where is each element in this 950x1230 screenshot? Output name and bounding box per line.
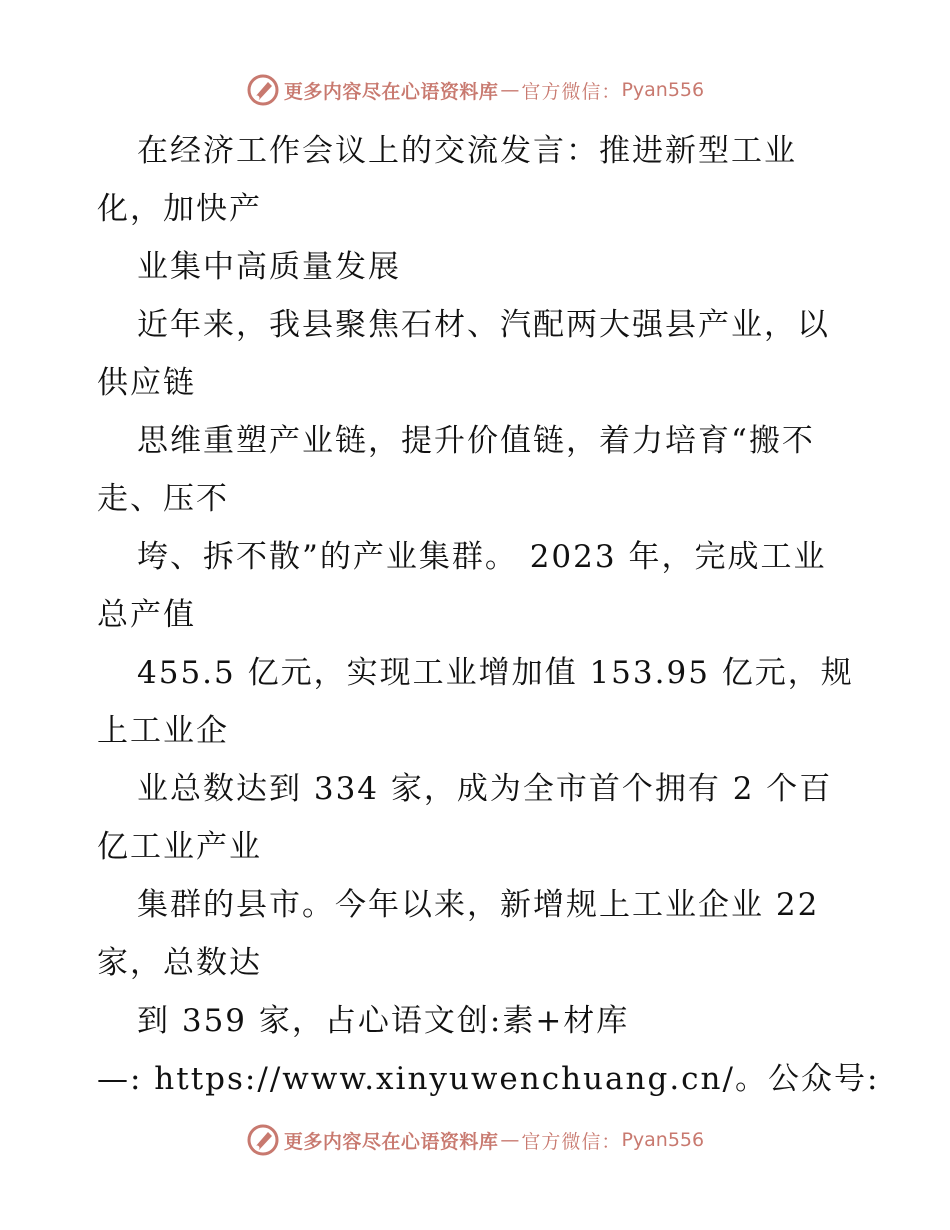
text-line: 业总数达到 334 家，成为全市首个拥有 2 个百: [137, 771, 833, 807]
text-line: 供应链: [97, 365, 196, 401]
text-line: 在经济工作会议上的交流发言：推进新型工业: [137, 133, 797, 169]
text-line: 到 359 家，占心语文创:素+材库: [137, 1003, 630, 1039]
text-line: 近年来，我县聚焦石材、汽配两大强县产业，以: [137, 307, 830, 343]
text-line: 上工业企: [97, 713, 229, 749]
pen-seal-icon: [246, 1123, 280, 1157]
text-line: 家，总数达: [97, 945, 262, 981]
text-line: 总产值: [97, 597, 196, 633]
watermark-dash: —: [500, 79, 520, 101]
watermark-id: Pyan556: [621, 1129, 705, 1151]
watermark-brand: 官方微信：: [521, 1130, 622, 1153]
text-line: 思维重塑产业链，提升价值链，着力培育“搬不: [137, 423, 815, 459]
watermark-dash: —: [500, 1129, 520, 1151]
text-line: 455.5 亿元，实现工业增加值 153.95 亿元，规: [137, 655, 854, 691]
text-line: 业集中高质量发展: [137, 249, 401, 285]
watermark-text: 更多内容尽在心语资料库: [283, 1130, 499, 1153]
watermark-text: 更多内容尽在心语资料库: [283, 80, 499, 103]
watermark-id: Pyan556: [621, 79, 705, 101]
text-line: 亿工业产业: [97, 829, 262, 865]
pen-seal-icon: [246, 73, 280, 107]
header-watermark: [0, 70, 950, 110]
text-line: —: https://www.xinyuwenchuang.cn/。公众号:: [97, 1061, 880, 1097]
text-line: 走、压不: [97, 481, 229, 517]
document-body: [97, 122, 880, 1108]
text-line: 化，加快产: [97, 191, 262, 227]
text-line: 集群的县市。今年以来，新增规上工业企业 22: [137, 887, 820, 923]
text-line: 垮、拆不散”的产业集群。 2023 年，完成工业: [137, 539, 827, 575]
watermark-brand: 官方微信：: [521, 80, 622, 103]
footer-watermark: [0, 1120, 950, 1160]
